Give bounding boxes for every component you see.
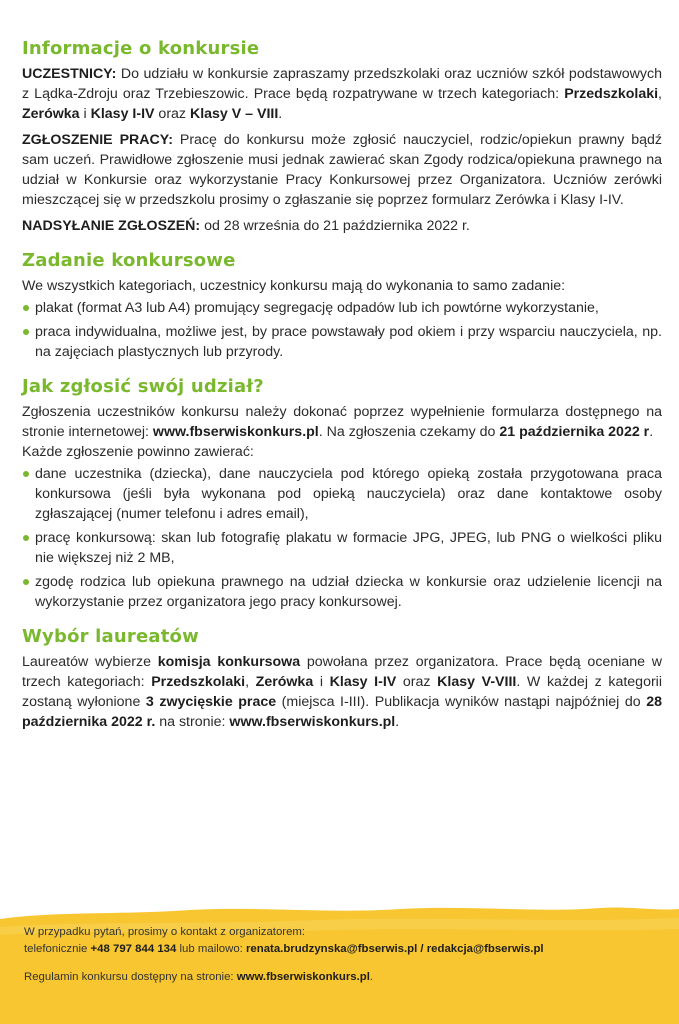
text: oraz (154, 106, 190, 122)
paragraph-nadsylanie (22, 216, 662, 236)
bullet-icon (23, 535, 29, 541)
label-nadsylanie: NADSYŁANIE ZGŁOSZEŃ: (22, 218, 201, 234)
bold-text: 28 października 2022 r. (22, 694, 663, 730)
text: , (245, 674, 256, 690)
paragraph-uczestnicy (22, 64, 662, 124)
text: Laureatów wybierze (22, 654, 158, 670)
text: Regulamin konkursu dostępny na stronie: (24, 971, 237, 983)
text: lub mailowo: (176, 943, 246, 955)
section-title: Zadanie konkursowe (22, 250, 236, 271)
bullet-icon (23, 579, 29, 585)
list-item (22, 528, 662, 568)
bold-text: komisja konkursowa (157, 654, 301, 670)
text: Zgłoszenia uczestników konkursu należy dokonać poprzez wypełnienie formularza dostępnego na stronie internetowej: (22, 404, 662, 440)
text: oraz (396, 674, 438, 690)
text: . Na zgłoszenia czekamy do (318, 424, 500, 440)
bullet-icon (23, 329, 29, 335)
paragraph-zgloszenie (22, 130, 662, 210)
text: Do udziału w konkursie zapraszamy przedszkolaki oraz uczniów szkół podstawowych z Lądka-Zdroju oraz Trzebieszowic. Prace będą rozpatrywane w trzech kategoriach: (22, 66, 662, 102)
category-name: Przedszkolaki (564, 86, 659, 102)
list-item (22, 322, 662, 362)
website-link[interactable]: www.fbserwiskonkurs.pl (229, 714, 396, 730)
main-content (22, 38, 662, 746)
section-title: Wybór laureatów (22, 626, 199, 647)
category-name: Zerówka (255, 674, 314, 690)
spacer (24, 958, 664, 969)
section-wybor-laureatow (22, 626, 662, 732)
email-link[interactable]: redakcja@fbserwis.pl (426, 943, 544, 955)
category-name: Zerówka (22, 106, 80, 122)
text: praca indywidualna, możliwe jest, by prace powstawały pod okiem i przy wsparciu nauczyciela, np. na zajęciach plastycznych lub przyrody. (35, 324, 662, 360)
text: . (395, 714, 400, 730)
text: Pracę do konkursu może zgłosić nauczyciel, rodzic/opiekun prawny bądź sam uczeń. Prawidłowe zgłoszenie musi jednak zawierać skan Zgody rodzica/opiekuna prawnego na udział w Konkursie oraz wykorzystanie Pracy Konkursowej przez Organizatora. Uczniów zerówki mieszczącej się w przedszkolu prosimy o zgłaszanie się poprzez formularz Zerówka i Klasy I-IV. (22, 132, 662, 208)
text: i (79, 106, 91, 122)
bullet-icon (23, 471, 29, 477)
list-item (22, 572, 662, 612)
text: i (313, 674, 330, 690)
text: od 28 września do 21 października 2022 r. (200, 218, 470, 234)
text: . (278, 106, 283, 122)
footer-regulamin (24, 969, 664, 986)
paragraph-zawartosc: Każde zgłoszenie powinno zawierać: (22, 444, 254, 460)
category-name: Klasy V-VIII (437, 674, 517, 690)
text: . (649, 424, 654, 440)
deadline-date: 21 października 2022 r (499, 424, 650, 440)
email-link[interactable]: renata.brudzynska@fbserwis.pl (245, 943, 418, 955)
bullet-icon (23, 305, 29, 311)
category-name: Klasy V – VIII (189, 106, 279, 122)
paragraph-zgloszenia (22, 402, 662, 442)
separator: / (417, 943, 427, 955)
bold-text: 3 zwycięskie prace (145, 694, 277, 710)
phone-number[interactable]: +48 797 844 134 (90, 943, 177, 955)
footer-contact (24, 924, 664, 986)
category-name: Przedszkolaki (151, 674, 246, 690)
text: pracę konkursową: skan lub fotografię plakatu w formacie JPG, JPEG, lub PNG o wielkości pliku nie większej niż 2 MB, (35, 530, 662, 566)
text: (miejsca I-III). Publikacja wyników nastąpi najpóźniej do (276, 694, 647, 710)
text: plakat (format A3 lub A4) promujący segregację odpadów lub ich powtórne wykorzystanie, (35, 300, 599, 316)
list-item (22, 464, 662, 524)
text: . W każdej z kategorii zostaną wyłonione (22, 674, 662, 710)
section-jak-zglosic (22, 376, 662, 612)
website-link[interactable]: www.fbserwiskonkurs.pl (152, 424, 319, 440)
text: zgodę rodzica lub opiekuna prawnego na udział dziecka w konkursie oraz udzielenie licencji na wykorzystanie przez organizatora jego pracy konkursowej. (35, 574, 662, 610)
text: na stronie: (155, 714, 230, 730)
website-link[interactable]: www.fbserwiskonkurs.pl (236, 971, 370, 983)
text: . (369, 971, 374, 983)
footer-line: W przypadku pytań, prosimy o kontakt z organizatorem: (24, 926, 306, 938)
footer-contacts (24, 941, 664, 958)
text: , (658, 86, 662, 102)
category-name: Klasy I-IV (90, 106, 155, 122)
category-name: Klasy I-IV (329, 674, 397, 690)
text: powołana przez organizatora. Prace będą oceniane w trzech kategoriach: (22, 654, 663, 690)
section-informacje (22, 38, 662, 236)
section-title: Informacje o konkursie (22, 38, 260, 59)
label-uczestnicy: UCZESTNICY: (22, 66, 117, 82)
text: dane uczestnika (dziecka), dane nauczyciela pod którego opieką została przygotowana praca konkursowa (jeśli była wykonana pod opieką nauczyciela) oraz dane kontaktowe osoby zgłaszającej (numer telefonu i adres email), (35, 466, 662, 522)
section-zadanie (22, 250, 662, 362)
list-item (22, 298, 662, 318)
paragraph-intro: We wszystkich kategoriach, uczestnicy konkursu mają do wykonania to samo zadanie: (22, 278, 566, 294)
label-zgloszenie: ZGŁOSZENIE PRACY: (22, 132, 173, 148)
bullet-list (22, 464, 662, 612)
section-title: Jak zgłosić swój udział? (22, 376, 264, 397)
paragraph-laureaci (22, 652, 662, 732)
text: telefonicznie (24, 943, 91, 955)
bullet-list (22, 298, 662, 362)
